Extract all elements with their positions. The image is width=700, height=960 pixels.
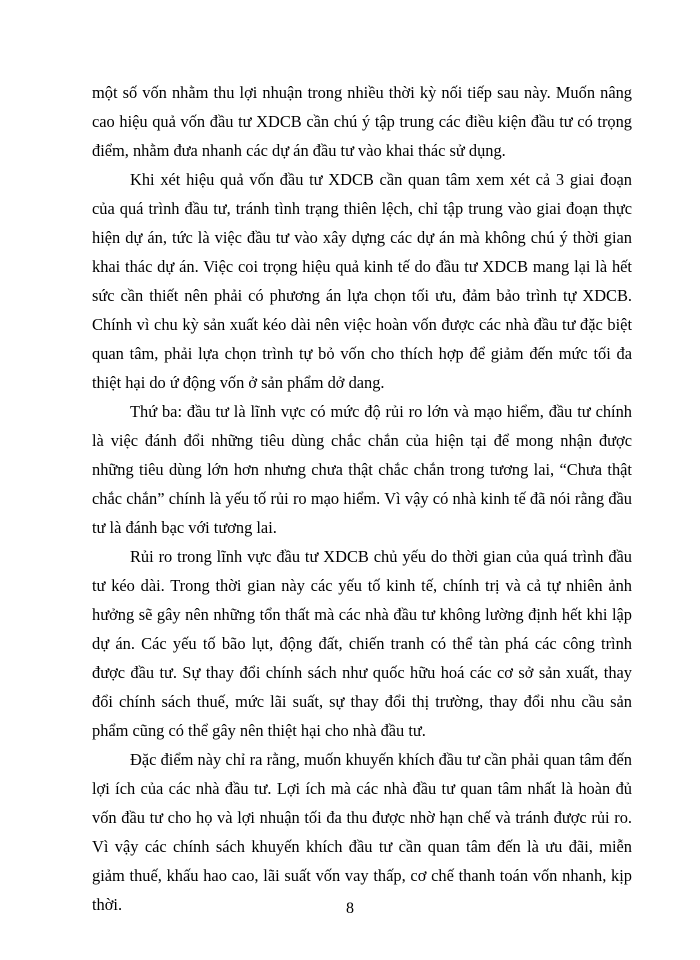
body-text <box>92 78 632 919</box>
paragraph-4: Rủi ro trong lĩnh vực đầu tư XDCB chủ yếu do thời gian của quá trình đầu tư kéo dài. Trong thời gian này các yếu tố kinh tế, chính trị và cả tự nhiên ảnh hưởng sẽ gây nên những tổn thất mà các nhà đầu tư không lường định hết khi lập dự án. Các yếu tố bão lụt, động đất, chiến tranh có thể tàn phá các công trình được đầu tư. Sự thay đổi chính sách như quốc hữu hoá các cơ sở sản xuất, thay đổi chính sách thuế, mức lãi suất, sự thay đổi thị trường, thay đổi nhu cầu sản phẩm cũng có thể gây nên thiệt hại cho nhà đầu tư. <box>92 547 632 740</box>
paragraph-2: Khi xét hiệu quả vốn đầu tư XDCB cần quan tâm xem xét cả 3 giai đoạn của quá trình đầu tư, tránh tình trạng thiên lệch, chỉ tập trung vào giai đoạn thực hiện dự án, tức là việc đầu tư vào xây dựng các dự án mà không chú ý thời gian khai thác dự án. Việc coi trọng hiệu quả kinh tế do đầu tư XDCB mang lại là hết sức cần thiết nên phải có phương án lựa chọn tối ưu, đảm bảo trình tự XDCB. Chính vì chu kỳ sản xuất kéo dài nên việc hoàn vốn được các nhà đầu tư đặc biệt quan tâm, phải lựa chọn trình tự bỏ vốn cho thích hợp để giảm đến mức tối đa thiệt hại do ứ động vốn ở sản phẩm dở dang. <box>92 170 632 392</box>
paragraph-3: Thứ ba: đầu tư là lĩnh vực có mức độ rủi ro lớn và mạo hiểm, đầu tư chính là việc đánh đổi những tiêu dùng chắc chắn của hiện tại để mong nhận được những tiêu dùng lớn hơn nhưng chưa thật chắc chắn trong tương lai, “Chưa thật chắc chắn” chính là yếu tố rủi ro mạo hiểm. Vì vậy có nhà kinh tế đã nói rằng đầu tư là đánh bạc với tương lai. <box>92 402 632 537</box>
paragraph-1: một số vốn nhằm thu lợi nhuận trong nhiều thời kỳ nối tiếp sau này. Muốn nâng cao hiệu quả vốn đầu tư XDCB cần chú ý tập trung các điều kiện đầu tư có trọng điểm, nhằm đưa nhanh các dự án đầu tư vào khai thác sử dụng. <box>92 83 632 160</box>
page-number: 8 <box>346 900 354 917</box>
paragraph-5: Đặc điểm này chỉ ra rằng, muốn khuyến khích đầu tư cần phải quan tâm đến lợi ích của các nhà đầu tư. Lợi ích mà các nhà đầu tư quan tâm nhất là hoàn đủ vốn đầu tư cho họ và lợi nhuận tối đa thu được nhờ hạn chế và tránh được rủi ro. Vì vậy các chính sách khuyến khích đầu tư cần quan tâm đến là ưu đãi, miễn giảm thuế, khấu hao cao, lãi suất vốn vay thấp, cơ chế thanh toán vốn nhanh, kịp thời. <box>92 750 632 914</box>
